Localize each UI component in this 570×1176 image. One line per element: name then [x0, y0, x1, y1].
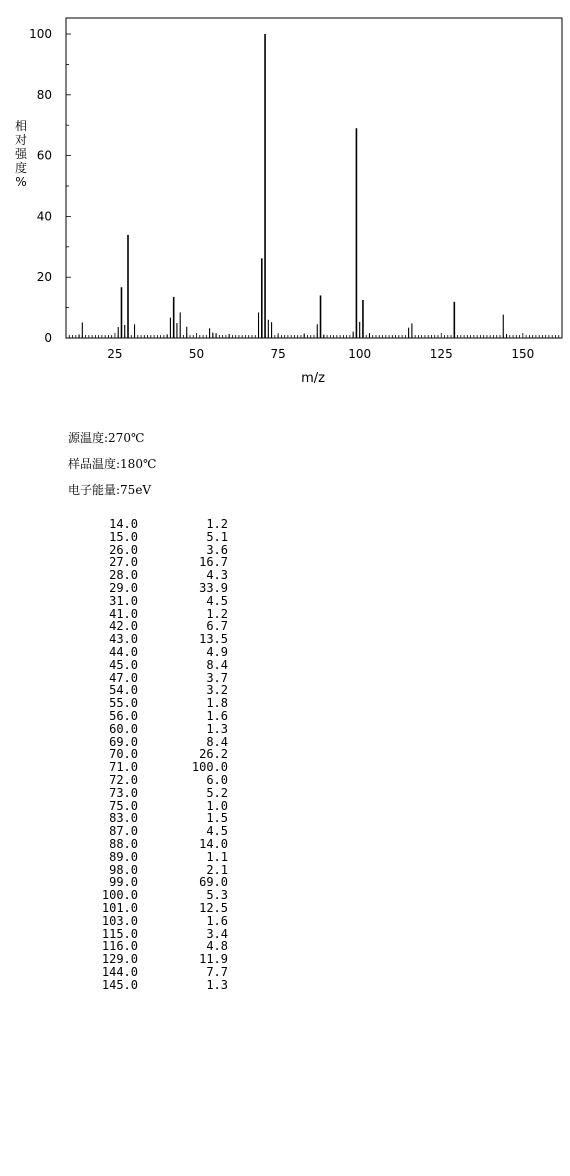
x-tick-label: 125 [429, 347, 453, 361]
table-row [70, 761, 228, 774]
abundance-value: 4.5 [206, 824, 228, 839]
mz-value: 100.0 [101, 888, 138, 903]
x-tick-label: 75 [270, 347, 286, 361]
table-row [70, 979, 228, 992]
y-tick-label: 100 [29, 27, 52, 41]
abundance-value: 4.9 [206, 644, 228, 659]
electron-energy: 电子能量:75eV [68, 483, 152, 497]
abundance-value: 5.3 [206, 888, 228, 903]
abundance-value: 14.0 [199, 836, 228, 851]
mz-value: 14.0 [109, 517, 138, 531]
x-tick-label: 25 [107, 347, 123, 361]
table-row [70, 774, 228, 787]
abundance-value: 3.6 [206, 542, 228, 557]
table-row [70, 800, 228, 813]
x-tick-label: 100 [348, 347, 372, 361]
spectrum-peaks [79, 34, 506, 338]
abundance-value: 1.3 [206, 721, 228, 736]
table-row [70, 684, 228, 697]
source-temperature: 源温度:270℃ [68, 431, 145, 445]
mz-value: 75.0 [109, 798, 138, 813]
abundance-value: 1.8 [206, 696, 228, 711]
mz-value: 87.0 [109, 824, 138, 839]
table-row [70, 608, 228, 621]
abundance-value: 5.2 [206, 785, 228, 800]
mz-value: 89.0 [109, 849, 138, 864]
abundance-value: 1.5 [206, 811, 228, 826]
abundance-value: 26.2 [199, 747, 228, 762]
y-tick-label: 60 [36, 148, 52, 163]
x-tick-label: 50 [188, 347, 205, 361]
abundance-value: 4.8 [206, 939, 228, 954]
table-row [70, 659, 228, 672]
table-row [70, 812, 228, 825]
mz-value: 101.0 [101, 900, 138, 915]
mz-value: 71.0 [109, 760, 138, 775]
table-row [70, 876, 228, 889]
mz-value: 45.0 [109, 657, 138, 672]
mz-value: 83.0 [109, 811, 138, 826]
mz-value: 43.0 [109, 632, 138, 647]
y-axis-label: 相对强度% [14, 119, 28, 189]
mz-value: 73.0 [109, 785, 138, 800]
abundance-value: 2.1 [206, 862, 228, 877]
abundance-value: 11.9 [199, 952, 228, 967]
mz-value: 116.0 [101, 939, 138, 954]
abundance-value: 1.6 [206, 708, 228, 723]
mz-value: 98.0 [109, 862, 138, 877]
y-tick-label: 20 [36, 270, 52, 285]
mz-value: 56.0 [109, 708, 138, 723]
mz-value: 145.0 [101, 977, 138, 992]
y-tick-label: 0 [44, 331, 52, 345]
abundance-value: 1.2 [206, 606, 228, 621]
y-axis-ticks [29, 27, 71, 345]
abundance-value: 4.5 [206, 593, 228, 608]
table-row [70, 697, 228, 710]
instrument-conditions [68, 428, 156, 506]
abundance-value: 100.0 [191, 760, 228, 775]
abundance-value: 1.3 [206, 977, 228, 992]
table-row [70, 582, 228, 595]
mz-value: 31.0 [109, 593, 138, 608]
mz-value: 144.0 [101, 964, 138, 979]
abundance-value: 6.7 [206, 619, 228, 634]
x-axis-ticks [66, 333, 562, 361]
mz-value: 28.0 [109, 568, 138, 583]
table-row [70, 633, 228, 646]
abundance-value: 8.4 [206, 657, 228, 672]
abundance-value: 69.0 [199, 875, 228, 890]
peak-table [70, 518, 228, 991]
mz-value: 72.0 [109, 772, 138, 787]
mz-value: 44.0 [109, 644, 138, 659]
abundance-value: 7.7 [206, 964, 228, 979]
mz-value: 69.0 [109, 734, 138, 749]
abundance-value: 3.2 [206, 683, 228, 698]
mz-value: 70.0 [109, 747, 138, 762]
abundance-value: 12.5 [199, 900, 228, 915]
abundance-value: 16.7 [199, 555, 228, 570]
mz-value: 54.0 [109, 683, 138, 698]
mz-value: 15.0 [109, 529, 138, 544]
abundance-value: 1.2 [206, 517, 228, 531]
abundance-value: 1.0 [206, 798, 228, 813]
x-axis-label: m/z [301, 371, 325, 386]
mz-value: 41.0 [109, 606, 138, 621]
table-row [70, 672, 228, 685]
y-tick-label: 40 [36, 209, 52, 224]
mass-spectrum-chart [0, 0, 570, 400]
plot-frame [66, 18, 562, 338]
mz-value: 29.0 [109, 580, 138, 595]
mz-value: 60.0 [109, 721, 138, 736]
table-row [70, 915, 228, 928]
abundance-value: 8.4 [206, 734, 228, 749]
sample-temperature: 样品温度:180℃ [68, 457, 157, 471]
mz-value: 26.0 [109, 542, 138, 557]
abundance-value: 13.5 [199, 632, 228, 647]
table-row [70, 838, 228, 851]
table-row [70, 531, 228, 544]
table-row [70, 889, 228, 902]
table-row [70, 723, 228, 736]
table-row [70, 953, 228, 966]
mz-value: 55.0 [109, 696, 138, 711]
mz-value: 47.0 [109, 670, 138, 685]
mz-value: 42.0 [109, 619, 138, 634]
mz-value: 103.0 [101, 913, 138, 928]
chart-axes [66, 18, 562, 338]
table-row [70, 902, 228, 915]
mz-value: 27.0 [109, 555, 138, 570]
table-row [70, 787, 228, 800]
abundance-value: 1.6 [206, 913, 228, 928]
table-row [70, 966, 228, 979]
table-row [70, 595, 228, 608]
abundance-value: 6.0 [206, 772, 228, 787]
x-tick-label: 150 [511, 347, 535, 361]
table-row [70, 556, 228, 569]
abundance-value: 5.1 [206, 529, 228, 544]
table-row [70, 710, 228, 723]
table-row [70, 825, 228, 838]
abundance-value: 3.7 [206, 670, 228, 685]
abundance-value: 3.4 [206, 926, 228, 941]
abundance-value: 4.3 [206, 568, 228, 583]
table-row [70, 928, 228, 941]
abundance-value: 1.1 [206, 849, 228, 864]
table-row [70, 646, 228, 659]
mz-value: 99.0 [109, 875, 138, 890]
table-row [70, 851, 228, 864]
mz-value: 115.0 [101, 926, 138, 941]
y-tick-label: 80 [36, 87, 52, 102]
table-row [70, 518, 228, 531]
abundance-value: 33.9 [199, 580, 228, 595]
mz-value: 129.0 [101, 952, 138, 967]
mz-value: 88.0 [109, 836, 138, 851]
